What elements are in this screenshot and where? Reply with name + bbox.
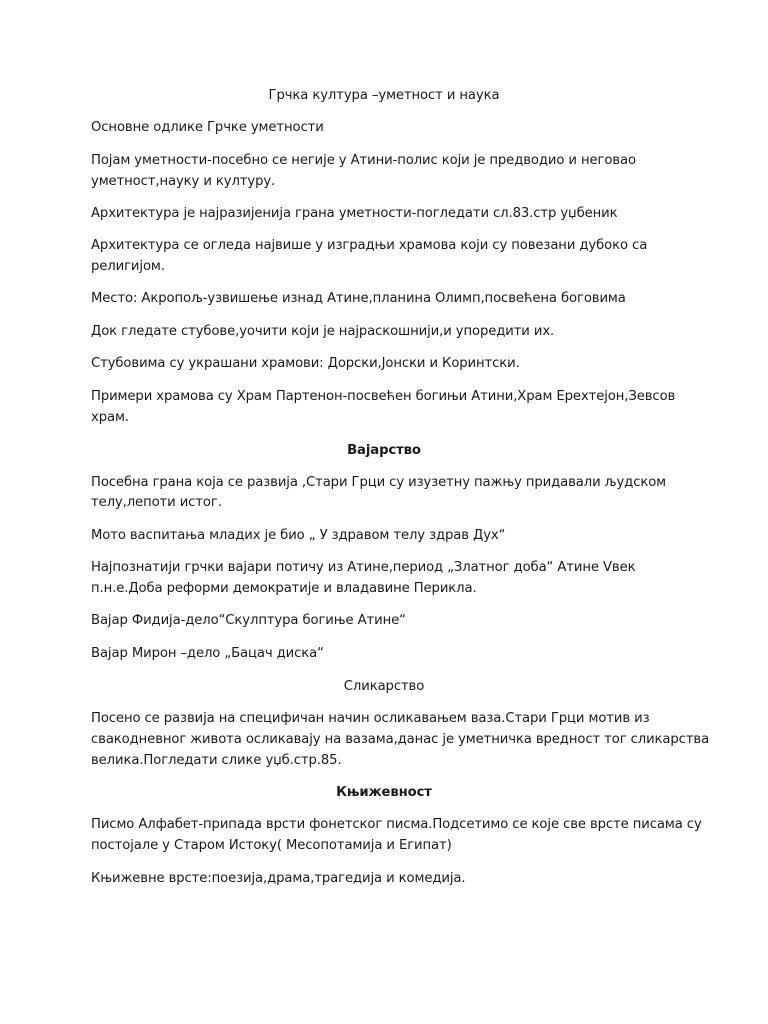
section-heading: Сликарство [343,679,425,694]
paragraph-line: Писмо Алфабет-припада врсти фонетског писма.Подсетимо се које све врсте писама су [91,817,702,832]
document-title: Грчка култура –уметност и наука [268,88,500,103]
paragraph-line: телу,лепоти истог. [91,495,222,510]
paragraph-line: Вајар Фидија-дело“Скулптура богиње Атине“ [91,613,406,628]
paragraph-line: Архитектура је најразијенија грана уметности-погледати сл.83.стр уџбеник [91,206,618,221]
section-heading: Књижевност [336,785,432,800]
paragraph-line: уметност,науку и културу. [91,174,276,189]
paragraph-line: велика.Погледати слике уџб.стр.85. [91,753,342,768]
paragraph-line: Стубовима су украшани храмови: Дорски,Јонски и Коринтски. [91,356,520,371]
paragraph-line: Вајар Мирон –дело „Бацач диска“ [91,646,324,661]
paragraph-line: религијом. [91,259,165,274]
paragraph-line: п.н.е.Доба реформи демократије и владавине Перикла. [91,581,477,596]
paragraph-line: храм. [91,410,129,425]
paragraph-line: Најпознатији грчки вајари потичу из Атине,период „Златног доба“ Атине Vвек [91,560,636,575]
paragraph-line: постојале у Старом Истоку( Месопотамија и Египат) [91,838,452,853]
paragraph-line: Посебна грана која се развија ,Стари Грци су изузетну пажњу придавали људском [91,475,667,490]
section-heading: Вајарство [347,443,421,458]
paragraph-line: Примери храмова су Храм Партенон-посвећен богињи Атини,Храм Ерехтејон,Зевсов [91,389,676,404]
paragraph-line: Књижевне врсте:поезија,драма,трагедија и комедија. [91,871,466,886]
paragraph-line: Посено се развија на специфичан начин осликавањем ваза.Стари Грци мотив из [91,711,650,726]
paragraph-line: Мото васпитања младих је био „ У здравом телу здрав Дух“ [91,528,506,543]
section-subtitle: Основне одлике Грчке уметности [91,120,324,135]
paragraph-line: Док гледате стубове,уочити који је најраскошнији,и упоредити их. [91,324,555,339]
paragraph-line: Архитектура се огледа највише у изградњи храмова који су повезани дубоко са [91,238,648,253]
paragraph-line: Место: Акропољ-узвишење изнад Атине,планина Олимп,посвећена боговима [91,291,626,306]
paragraph-line: Појам уметности-посебно се негије у Атини-полис који је предводио и неговао [91,153,636,168]
paragraph-line: свакодневног живота осликавају на вазама,данас је уметничка вредност тог сликарства [91,732,710,747]
